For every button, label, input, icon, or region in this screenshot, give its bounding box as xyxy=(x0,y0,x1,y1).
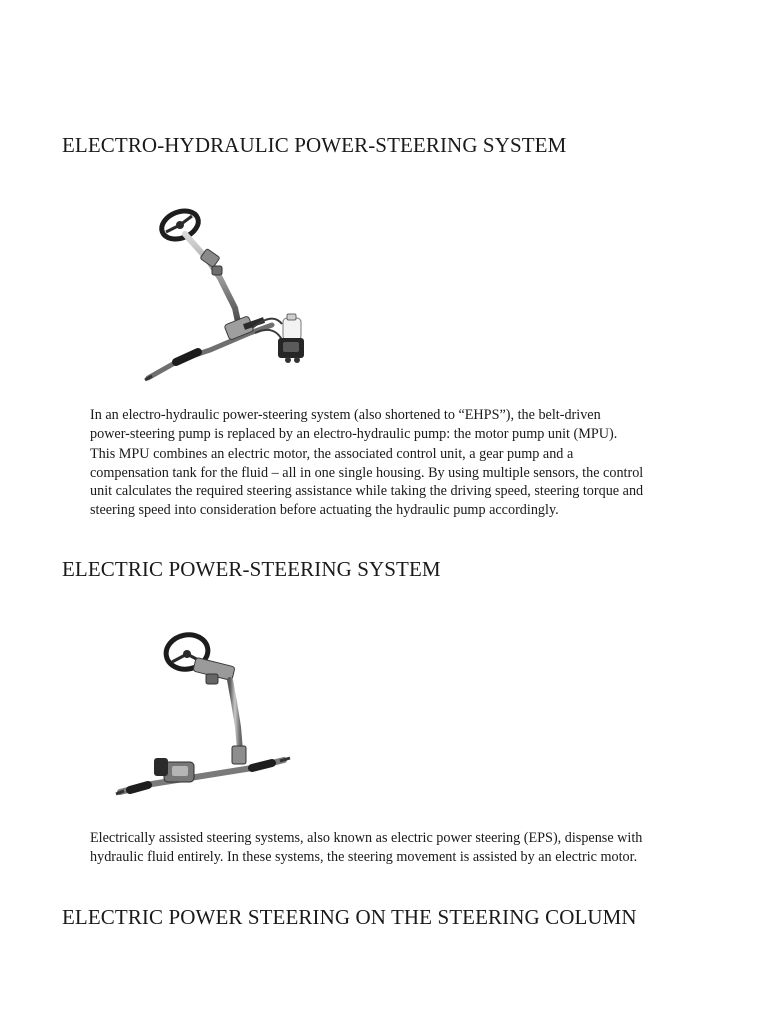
ehps-paragraph-2 xyxy=(90,445,690,519)
text-line: power-steering pump is replaced by an electro-hydraulic pump: the motor pump unit (MPU). xyxy=(90,425,618,442)
section-heading-ehps: ELECTRO-HYDRAULIC POWER-STEERING SYSTEM xyxy=(62,133,567,157)
text-line: compensation tank for the fluid – all in one single housing. By using multiple sensors, the control xyxy=(90,464,644,481)
section-heading-eps: ELECTRIC POWER-STEERING SYSTEM xyxy=(62,557,441,581)
text-line: This MPU combines an electric motor, the associated control unit, a gear pump and a xyxy=(90,446,574,462)
text-line: Electrically assisted steering systems, also known as electric power steering (EPS), dispense with xyxy=(90,830,643,846)
text-line: unit calculates the required steering assistance while taking the driving speed, steering torque and xyxy=(90,483,644,500)
section-heading-eps-column: ELECTRIC POWER STEERING ON THE STEERING COLUMN xyxy=(62,905,637,929)
text-line: In an electro-hydraulic power-steering system (also shortened to “EHPS”), the belt-driven xyxy=(90,407,601,423)
text-line: steering speed into consideration before actuating the hydraulic pump accordingly. xyxy=(90,501,559,518)
ehps-steering-system-illustration xyxy=(140,200,315,388)
text-line: hydraulic fluid entirely. In these systems, the steering movement is assisted by an electric motor. xyxy=(90,848,638,865)
eps-steering-system-illustration xyxy=(112,622,297,800)
eps-paragraph-1 xyxy=(90,829,690,866)
ehps-paragraph-1 xyxy=(90,406,690,443)
